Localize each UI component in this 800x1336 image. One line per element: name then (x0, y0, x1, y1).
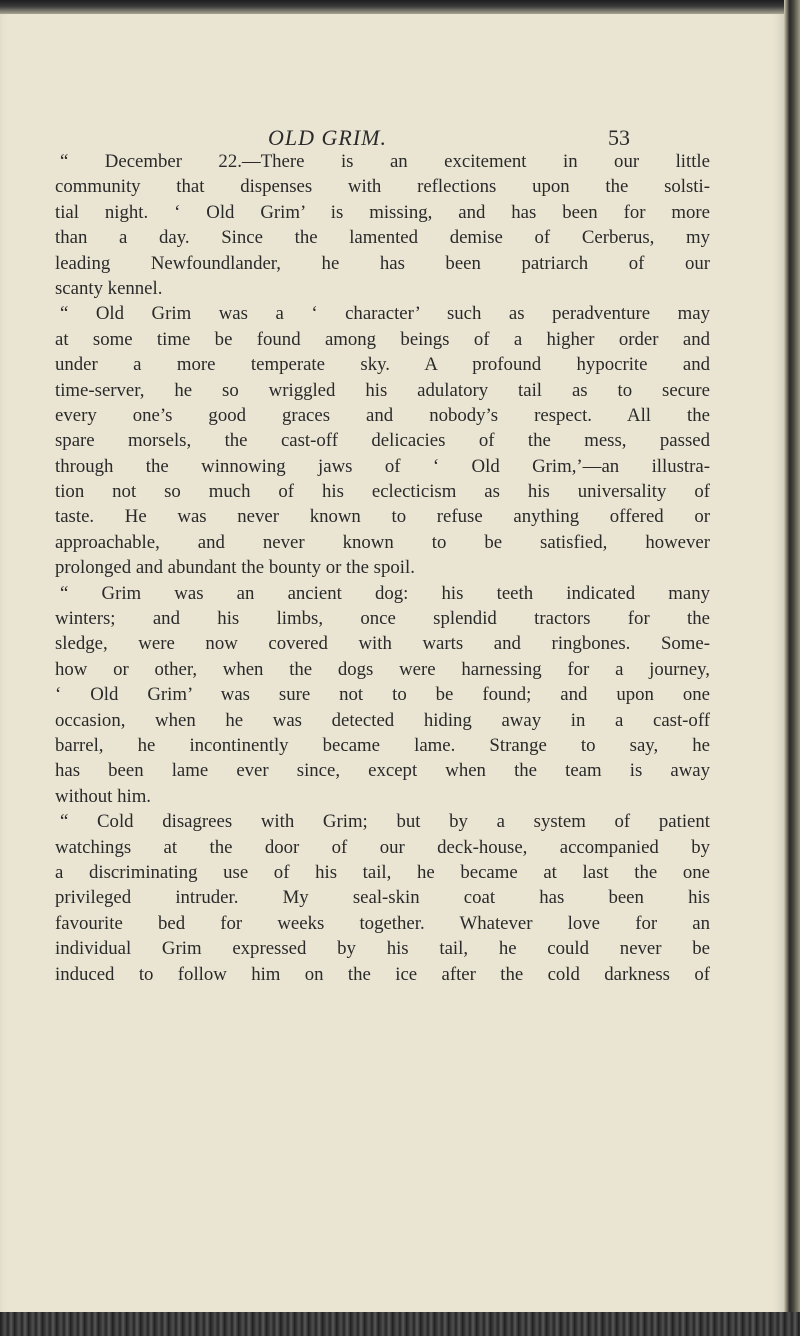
text-line: taste. He was never known to refuse anything offered or (55, 506, 710, 528)
scan-bottom-edge (0, 1312, 800, 1336)
text-line: tion not so much of his eclecticism as his universality of (55, 481, 710, 503)
text-line: ‘ Old Grim’ was sure not to be found; and upon one (55, 684, 710, 706)
text-line: without him. (55, 785, 151, 807)
text-line: at some time be found among beings of a higher order and (55, 328, 710, 350)
text-line: barrel, he incontinently became lame. Strange to say, he (55, 734, 710, 756)
text-line: “ Grim was an ancient dog: his teeth indicated many (60, 582, 710, 604)
text-line: under a more temperate sky. A profound hypocrite and (55, 354, 710, 376)
page-number: 53 (608, 125, 630, 150)
text-line: time-server, he so wriggled his adulatory tail as to secure (55, 379, 710, 401)
text-line: “ Cold disagrees with Grim; but by a system of patient (60, 811, 710, 833)
body-text (55, 149, 710, 987)
text-line: scanty kennel. (55, 277, 163, 299)
scan-right-edge (784, 0, 800, 1336)
text-line: individual Grim expressed by his tail, he could never be (55, 938, 710, 960)
text-line: occasion, when he was detected hiding away in a cast-off (55, 709, 710, 731)
text-line: spare morsels, the cast-off delicacies of the mess, passed (55, 430, 710, 452)
text-line: has been lame ever since, except when the team is away (55, 760, 710, 782)
running-title: OLD GRIM. (268, 125, 387, 150)
text-line: through the winnowing jaws of ‘ Old Grim,’—an illustra- (55, 455, 710, 477)
scan-top-edge (0, 0, 800, 14)
text-line: community that dispenses with reflections upon the solsti- (55, 176, 710, 198)
text-line: “ Old Grim was a ‘ character’ such as peradventure may (60, 303, 710, 325)
text-line: winters; and his limbs, once splendid tractors for the (55, 608, 710, 630)
text-line: watchings at the door of our deck-house, accompanied by (55, 836, 710, 858)
text-line: than a day. Since the lamented demise of Cerberus, my (55, 227, 710, 249)
text-line: every one’s good graces and nobody’s respect. All the (55, 404, 710, 426)
text-line: approachable, and never known to be satisfied, however (55, 531, 710, 553)
text-line: favourite bed for weeks together. Whatever love for an (55, 912, 710, 934)
text-line: a discriminating use of his tail, he became at last the one (55, 861, 710, 883)
text-line: privileged intruder. My seal-skin coat has been his (55, 887, 710, 909)
text-line: leading Newfoundlander, he has been patriarch of our (55, 252, 710, 274)
text-line: “ December 22.—There is an excitement in our little (60, 151, 710, 172)
text-line: prolonged and abundant the bounty or the spoil. (55, 557, 415, 579)
text-line: induced to follow him on the ice after the cold darkness of (55, 963, 710, 985)
text-line: tial night. ‘ Old Grim’ is missing, and has been for more (55, 201, 710, 223)
text-line: sledge, were now covered with warts and ringbones. Some- (55, 633, 710, 655)
text-line: how or other, when the dogs were harnessing for a journey, (55, 658, 710, 680)
